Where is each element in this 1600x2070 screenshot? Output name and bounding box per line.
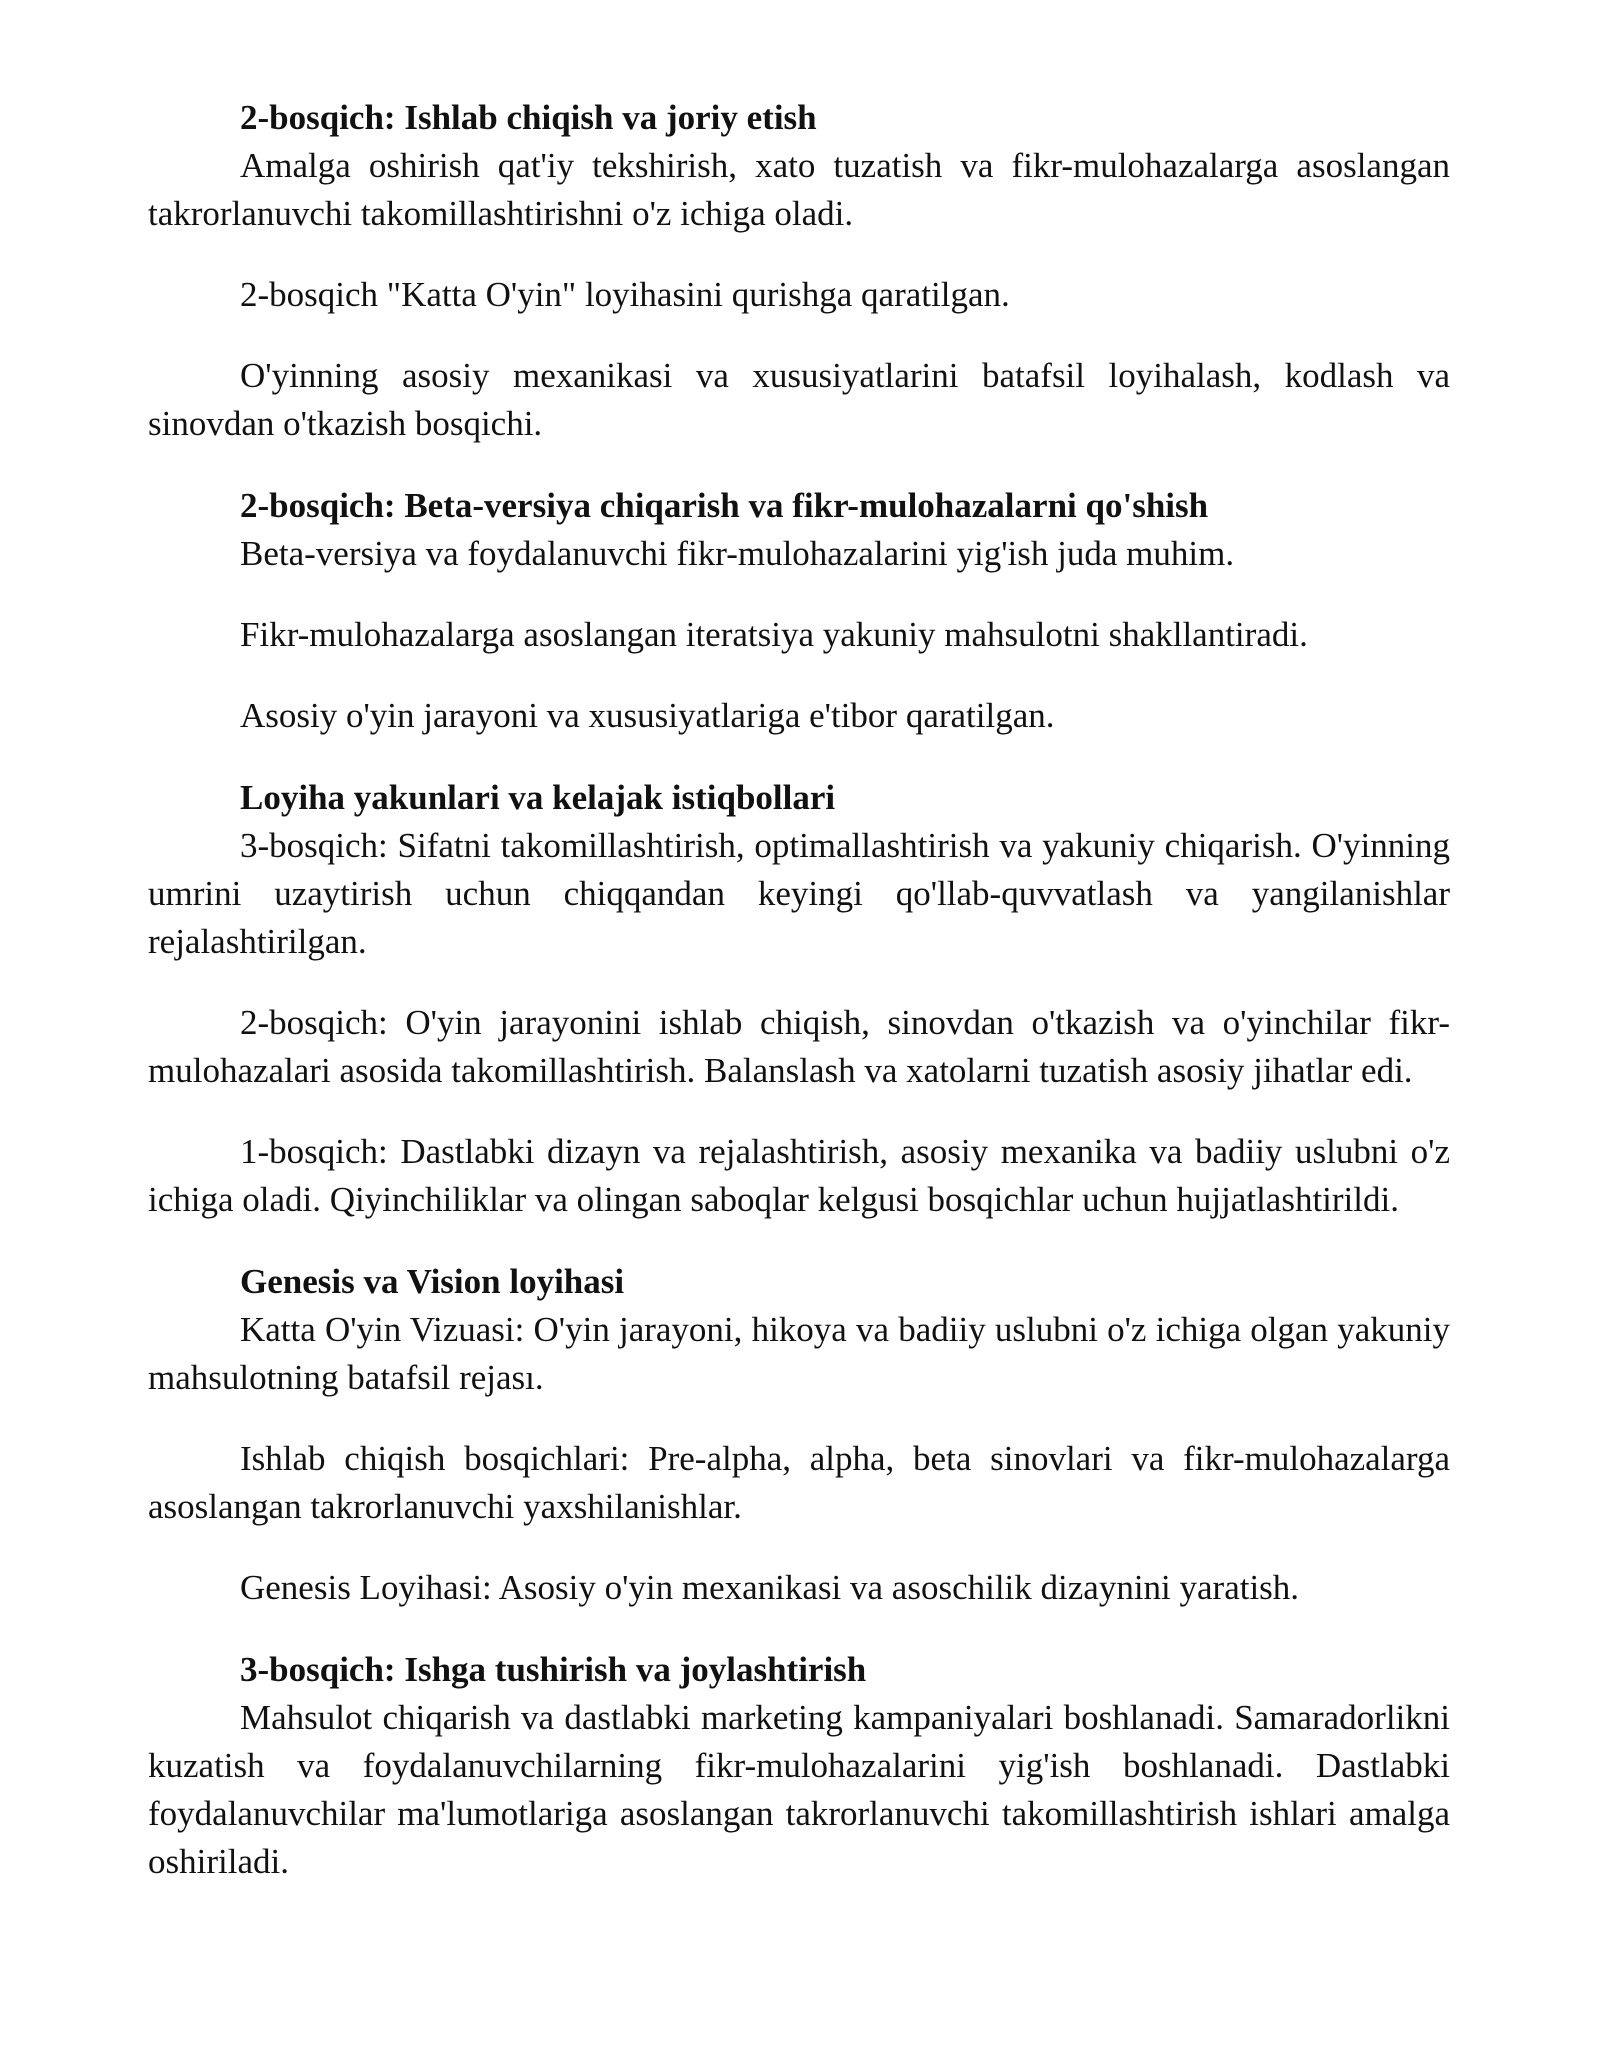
paragraph: 2-bosqich: O'yin jarayonini ishlab chiqish, sinovdan o'tkazish va o'yinchilar fikr-mulohazalari asosida takomillashtirish. Balanslash va xatolarni tuzatish asosiy jihatlar edi.: [148, 1003, 1450, 1090]
section-beta-release: [148, 482, 1450, 740]
paragraph: Genesis Loyihasi: Asosiy o'yin mexanikasi va asoschilik dizaynini yaratish.: [240, 1568, 1300, 1607]
paragraph: Asosiy o'yin jarayoni va xususiyatlariga e'tibor qaratilgan.: [240, 696, 1055, 735]
section-launch-deployment: [148, 1646, 1450, 1886]
paragraph: 2-bosqich "Katta O'yin" loyihasini qurishga qaratilgan.: [240, 275, 1010, 314]
paragraph: 1-bosqich: Dastlabki dizayn va rejalashtirish, asosiy mexanika va badiiy uslubni o'z ichiga oladi. Qiyinchiliklar va olingan saboqlar kelgusi bosqichlar uchun hujjatlashtirildi.: [148, 1132, 1450, 1219]
paragraph: 3-bosqich: Sifatni takomillashtirish, optimallashtirish va yakuniy chiqarish. O'yinning umrini uzaytirish uchun chiqqandan keyingi qo'llab-quvvatlash va yangilanishlar rejalashtirilgan.: [148, 826, 1450, 961]
section-project-results: [148, 774, 1450, 1224]
document-page: [148, 94, 1450, 1920]
paragraph: Mahsulot chiqarish va dastlabki marketing kampaniyalari boshlanadi. Samaradorlikni kuzatish va foydalanuvchilarning fikr-mulohazalarini yig'ish boshlanadi. Dastlabki foydalanuvchilar ma'lumotlariga asoslangan takrorlanuvchi takomillashtirish ishlari amalga oshiriladi.: [148, 1698, 1450, 1881]
paragraph: Ishlab chiqish bosqichlari: Pre-alpha, alpha, beta sinovlari va fikr-mulohazalarga asoslangan takrorlanuvchi yaxshilanishlar.: [148, 1439, 1450, 1526]
section-development-implementation: [148, 94, 1450, 448]
paragraph: Amalga oshirish qat'iy tekshirish, xato tuzatish va fikr-mulohazalarga asoslangan takrorlanuvchi takomillashtirishni o'z ichiga oladi.: [148, 146, 1450, 233]
section-heading: Genesis va Vision loyihasi: [240, 1262, 625, 1301]
paragraph: Fikr-mulohazalarga asoslangan iteratsiya yakuniy mahsulotni shakllantiradi.: [240, 615, 1308, 654]
section-heading: 2-bosqich: Ishlab chiqish va joriy etish: [240, 98, 817, 137]
section-genesis-vision: [148, 1258, 1450, 1612]
paragraph: Beta-versiya va foydalanuvchi fikr-mulohazalarini yig'ish juda muhim.: [240, 534, 1235, 573]
section-heading: 2-bosqich: Beta-versiya chiqarish va fikr-mulohazalarni qo'shish: [240, 486, 1209, 525]
paragraph: O'yinning asosiy mexanikasi va xususiyatlarini batafsil loyihalash, kodlash va sinovdan o'tkazish bosqichi.: [148, 356, 1450, 443]
paragraph: Katta O'yin Vizuasi: O'yin jarayoni, hikoya va badiiy uslubni o'z ichiga olgan yakuniy mahsulotning batafsil rejası.: [148, 1310, 1450, 1397]
section-heading: 3-bosqich: Ishga tushirish va joylashtirish: [240, 1650, 867, 1689]
section-heading: Loyiha yakunlari va kelajak istiqbollari: [240, 778, 836, 817]
